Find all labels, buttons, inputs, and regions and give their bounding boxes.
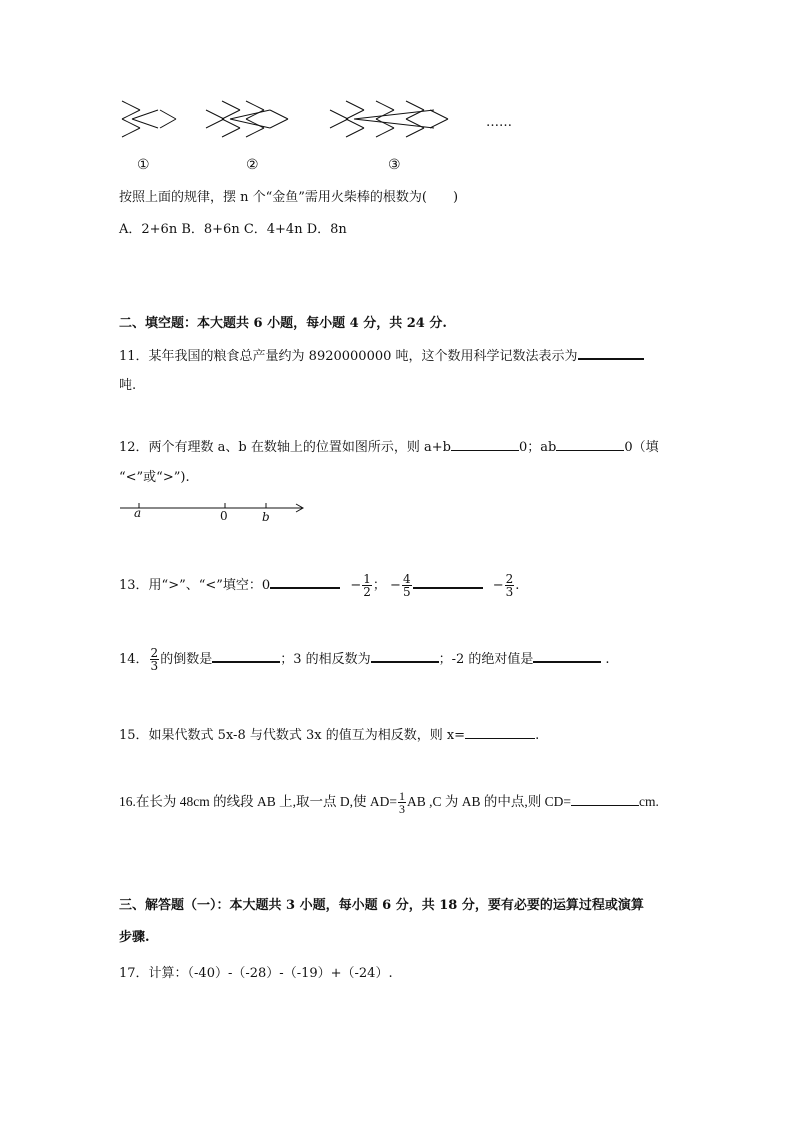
fraction-two-thirds: $\frac{2}{3}$: [505, 572, 514, 599]
number-line-label-a: a: [134, 506, 142, 520]
q11-text-b: 吨.: [119, 378, 137, 393]
q13-end: .: [515, 578, 520, 593]
q14-line: [119, 640, 610, 680]
q15-end: .: [535, 728, 540, 743]
q11-line-1: [119, 344, 644, 364]
q12-text-c: 0（填: [624, 440, 659, 455]
q15-answer-blank[interactable]: [465, 724, 535, 739]
figure-label-2: ②: [246, 157, 259, 173]
q13-blank-1[interactable]: [270, 573, 340, 589]
q13-neg-3: −: [492, 578, 504, 593]
q16-text-b: AB ,C 为 AB 的中点,则 CD=: [406, 794, 571, 809]
q12-line-1: [119, 436, 659, 455]
number-line: [118, 498, 310, 528]
q13-line: [119, 566, 519, 606]
goldfish-figure-3: [330, 101, 448, 137]
q12-text-b: 0；ab: [518, 440, 557, 455]
fraction-one-third: $\frac{1}{3}$: [398, 789, 405, 817]
q13-neg-1: −: [350, 578, 362, 593]
q14-blank-2[interactable]: [371, 647, 439, 663]
q14-end: .: [605, 652, 610, 667]
q12-blank-2[interactable]: [556, 436, 624, 451]
q14-text-a: 的倒数是: [160, 652, 213, 667]
q13-text-a: 13．用“>”、“<”填空：0: [119, 578, 271, 593]
goldfish-figure-2: [206, 101, 288, 137]
q14-label: 14．: [119, 652, 149, 667]
section-2-heading: 二、填空题：本大题共 6 小题，每小题 4 分，共 24 分.: [119, 316, 447, 331]
section-3-heading-line-1: 三、解答题（一）：本大题共 3 小题，每小题 6 分，共 18 分，要有必要的运算过程或演算: [119, 898, 644, 913]
q15-line: [119, 724, 539, 743]
q12-text-a: 12．两个有理数 a、b 在数轴上的位置如图所示，则 a+b: [119, 440, 451, 455]
figure-label-3: ③: [388, 157, 401, 173]
q10-stem: 按照上面的规律，摆 n 个“金鱼”需用火柴棒的根数为( ): [119, 190, 459, 205]
goldfish-pattern-figure: [110, 96, 490, 152]
q12-text-d: “<”或“>”).: [119, 470, 190, 485]
q12-blank-1[interactable]: [451, 436, 519, 451]
q14-blank-1[interactable]: [212, 647, 280, 663]
q13-neg-2: −: [390, 578, 401, 593]
q13-separator: ；: [372, 578, 386, 593]
number-line-label-b: b: [262, 510, 270, 524]
fraction-one-half: $\frac{1}{2}$: [363, 572, 371, 599]
q17-text: 17．计算：（-40）-（-28）-（-19）+（-24）.: [119, 966, 393, 981]
goldfish-figure-1: [122, 101, 176, 137]
q15-text-a: 15．如果代数式 5x-8 与代数式 3x 的值互为相反数，则 x=: [119, 728, 466, 743]
q11-answer-blank[interactable]: [578, 344, 644, 360]
q16-text-a: 16.在长为 48cm 的线段 AB 上,取一点 D,使 AD=: [119, 794, 397, 809]
number-line-label-0: 0: [220, 509, 228, 523]
q14-text-b: ；3 的相反数为: [280, 652, 371, 667]
figure-label-1: ①: [137, 157, 150, 173]
fraction-two-thirds: $\frac{2}{3}$: [150, 646, 159, 673]
figure-ellipsis: ……: [486, 115, 512, 130]
q10-options: A．2+6n B．8+6n C．4+4n D．8n: [119, 222, 347, 237]
q16-end: cm.: [639, 794, 659, 809]
q14-text-c: ；-2 的绝对值是: [438, 652, 534, 667]
q11-text-a: 11．某年我国的粮食总产量约为 8920000000 吨，这个数用科学记数法表示为: [119, 349, 578, 364]
q14-blank-3[interactable]: [533, 647, 601, 663]
section-3-heading-line-2: 步骤.: [119, 930, 150, 945]
q13-blank-2[interactable]: [413, 573, 483, 589]
q16-answer-blank[interactable]: [571, 791, 639, 806]
q16-line: [119, 782, 659, 822]
fraction-four-fifths: $\frac{4}{5}$: [402, 572, 411, 599]
